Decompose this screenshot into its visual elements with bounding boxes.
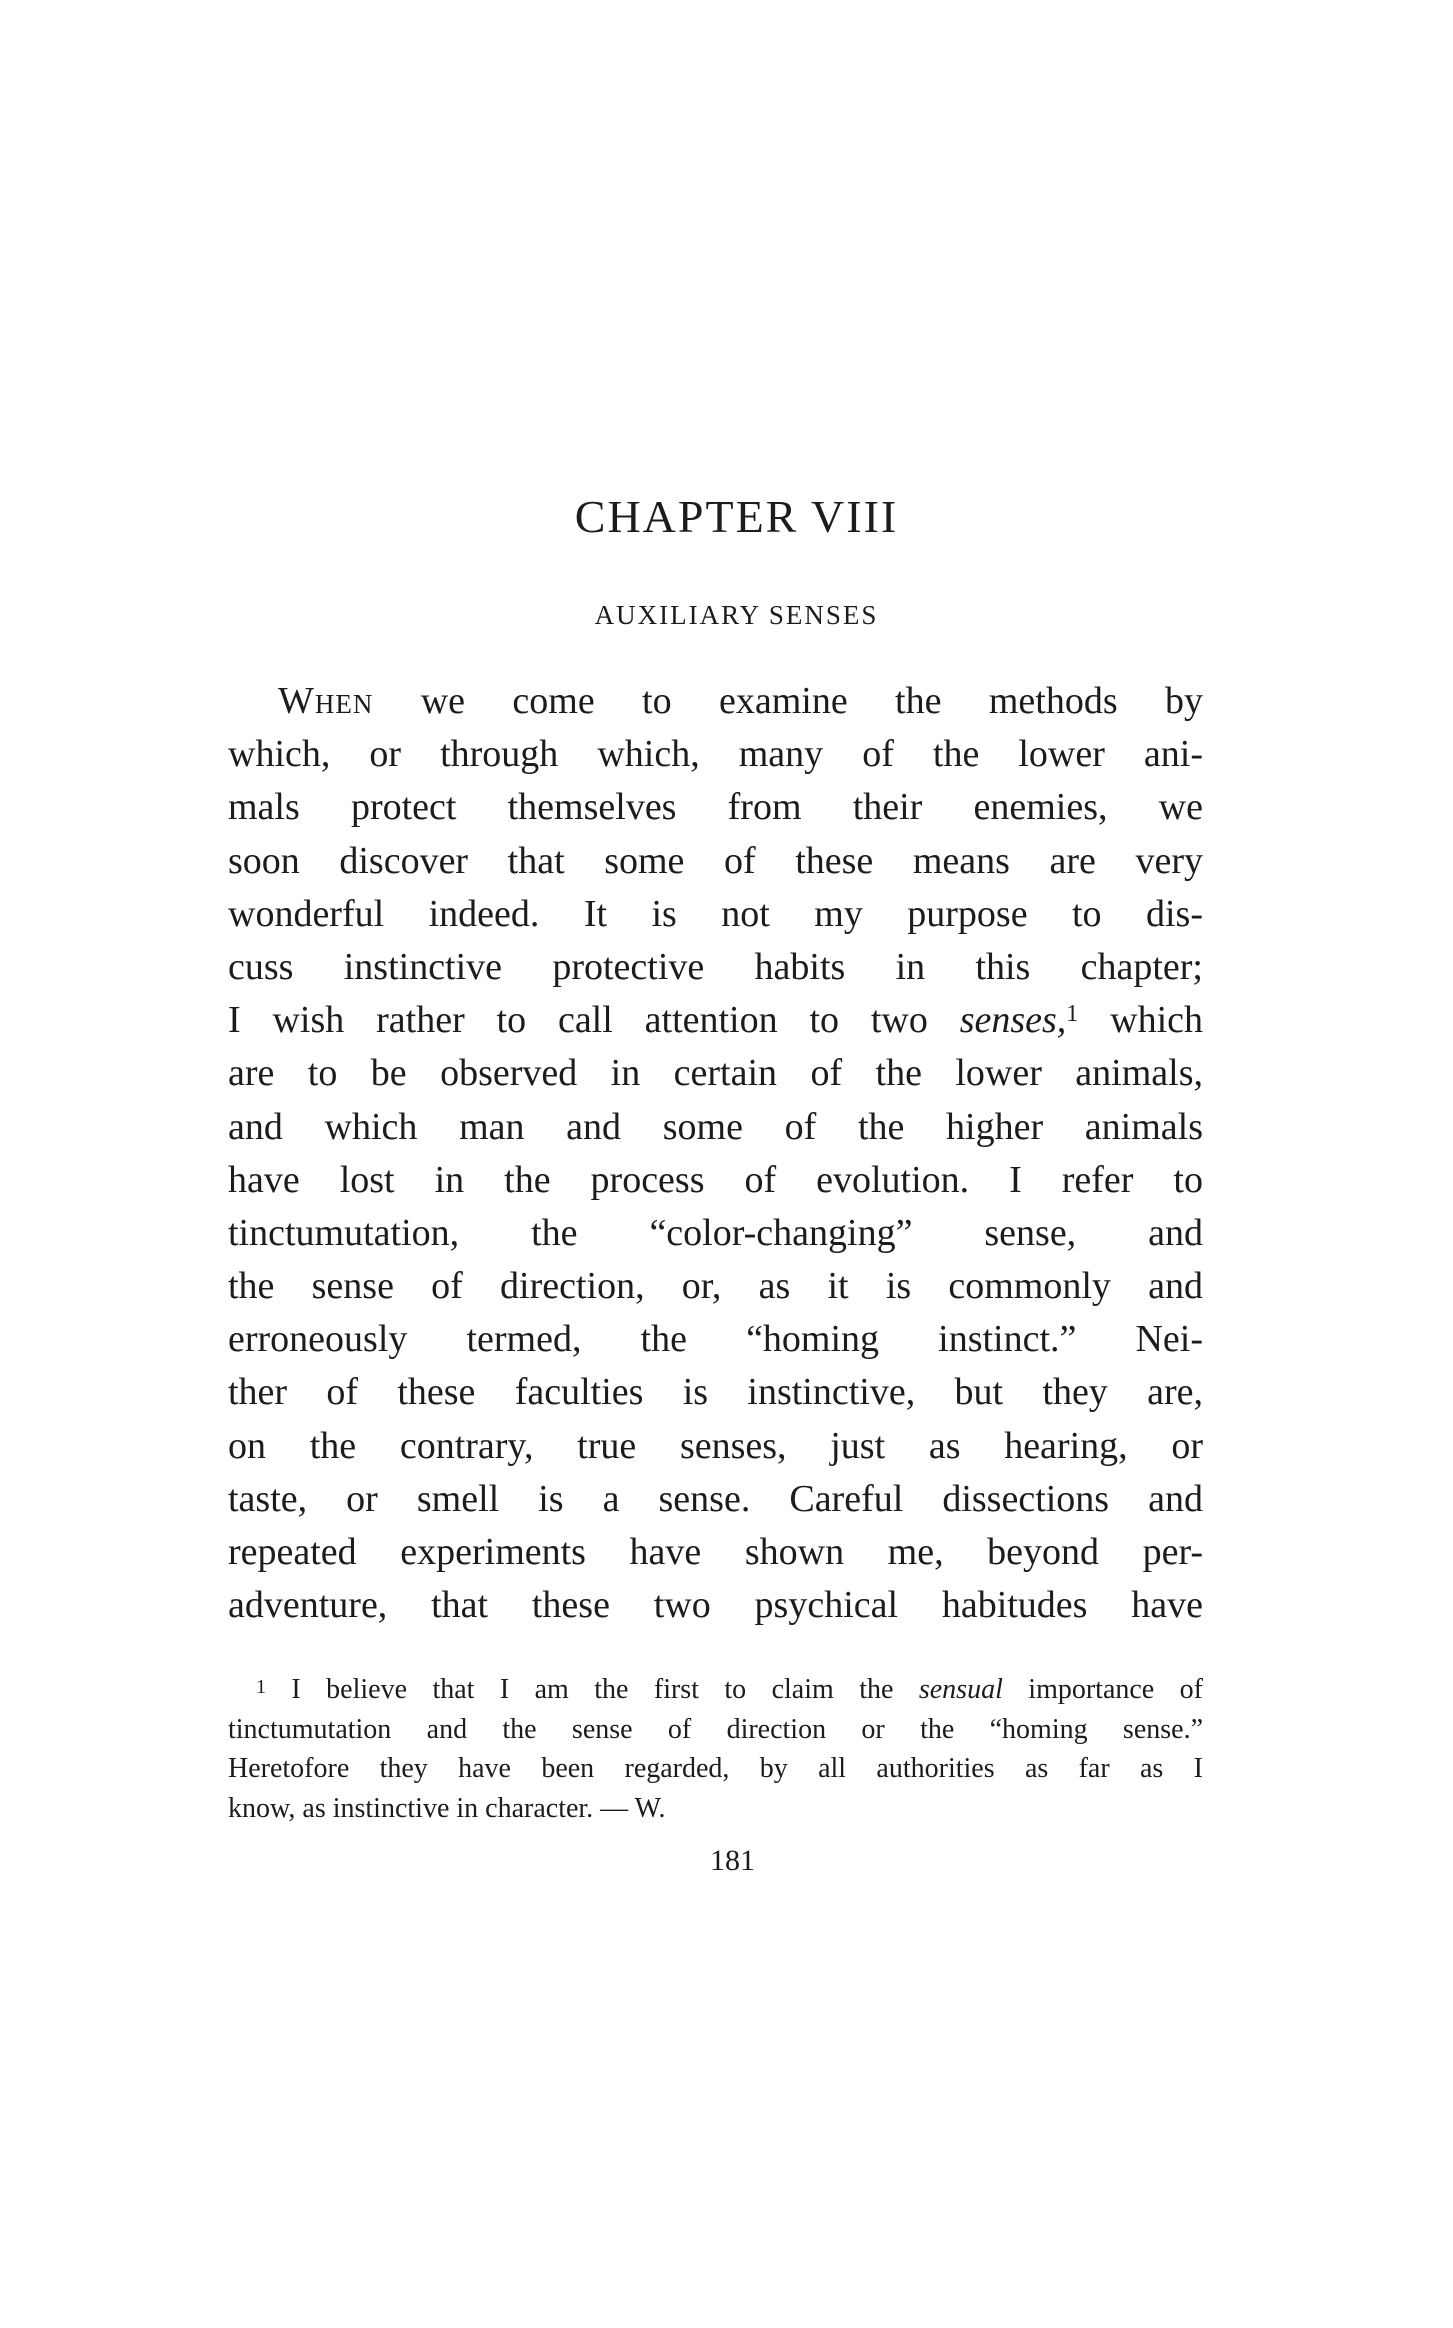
footnote-italic-word: sensual <box>918 1674 1003 1705</box>
text-line: I wish rather to call attention to two senses,$^1$ which <box>228 999 1204 1042</box>
text-line: which, or through which, many of the lower ani- <box>228 733 1203 776</box>
footnote-line: Heretofore they have been regarded, by all authorities as far as I <box>228 1753 1203 1784</box>
footnote-marker: 1 <box>1066 1001 1079 1028</box>
text-line: mals protect themselves from their enemies, we <box>228 786 1203 829</box>
text-line: have lost in the process of evolution. I refer to <box>228 1158 1203 1201</box>
footnote <box>228 1670 1203 1828</box>
text-line: and which man and some of the higher animals <box>228 1105 1203 1148</box>
text-line: erroneously termed, the “homing instinct.” Nei- <box>228 1318 1203 1361</box>
body-paragraph <box>228 675 1203 1632</box>
text-line: cuss instinctive protective habits in this chapter; <box>228 945 1203 988</box>
text-line: ther of these faculties is instinctive, but they are, <box>228 1371 1203 1414</box>
lead-word: When <box>278 680 374 722</box>
text-line: taste, or smell is a sense. Careful dissections and <box>228 1477 1203 1520</box>
text-line: When we come to examine the methods by <box>278 680 1203 722</box>
text-line: repeated experiments have shown me, beyond per- <box>228 1531 1203 1573</box>
footnote-line: know, as instinctive in character. — W. <box>228 1792 666 1824</box>
page-number: 181 <box>710 1844 755 1877</box>
text-line: the sense of direction, or, as it is commonly and <box>228 1265 1203 1308</box>
text-line: adventure, that these two psychical habitudes have <box>228 1584 1203 1627</box>
text-line: wonderful indeed. It is not my purpose to dis- <box>228 892 1203 935</box>
text-line: tinctumutation, the “color-changing” sense, and <box>228 1211 1203 1254</box>
text-line: on the contrary, true senses, just as hearing, or <box>228 1424 1203 1467</box>
chapter-subtitle: AUXILIARY SENSES <box>594 600 879 630</box>
footnote-number: 1 <box>256 1676 266 1698</box>
text-line: soon discover that some of these means are very <box>228 839 1203 882</box>
text-line: are to be observed in certain of the lower animals, <box>228 1052 1203 1095</box>
italic-word: senses, <box>959 999 1067 1042</box>
footnote-line: tinctumutation and the sense of direction or the “homing sense.” <box>228 1713 1203 1745</box>
footnote-line: $^1$ I believe that I am the first to claim the sensual importance of <box>256 1674 1203 1705</box>
chapter-title: CHAPTER VIII <box>574 491 899 542</box>
